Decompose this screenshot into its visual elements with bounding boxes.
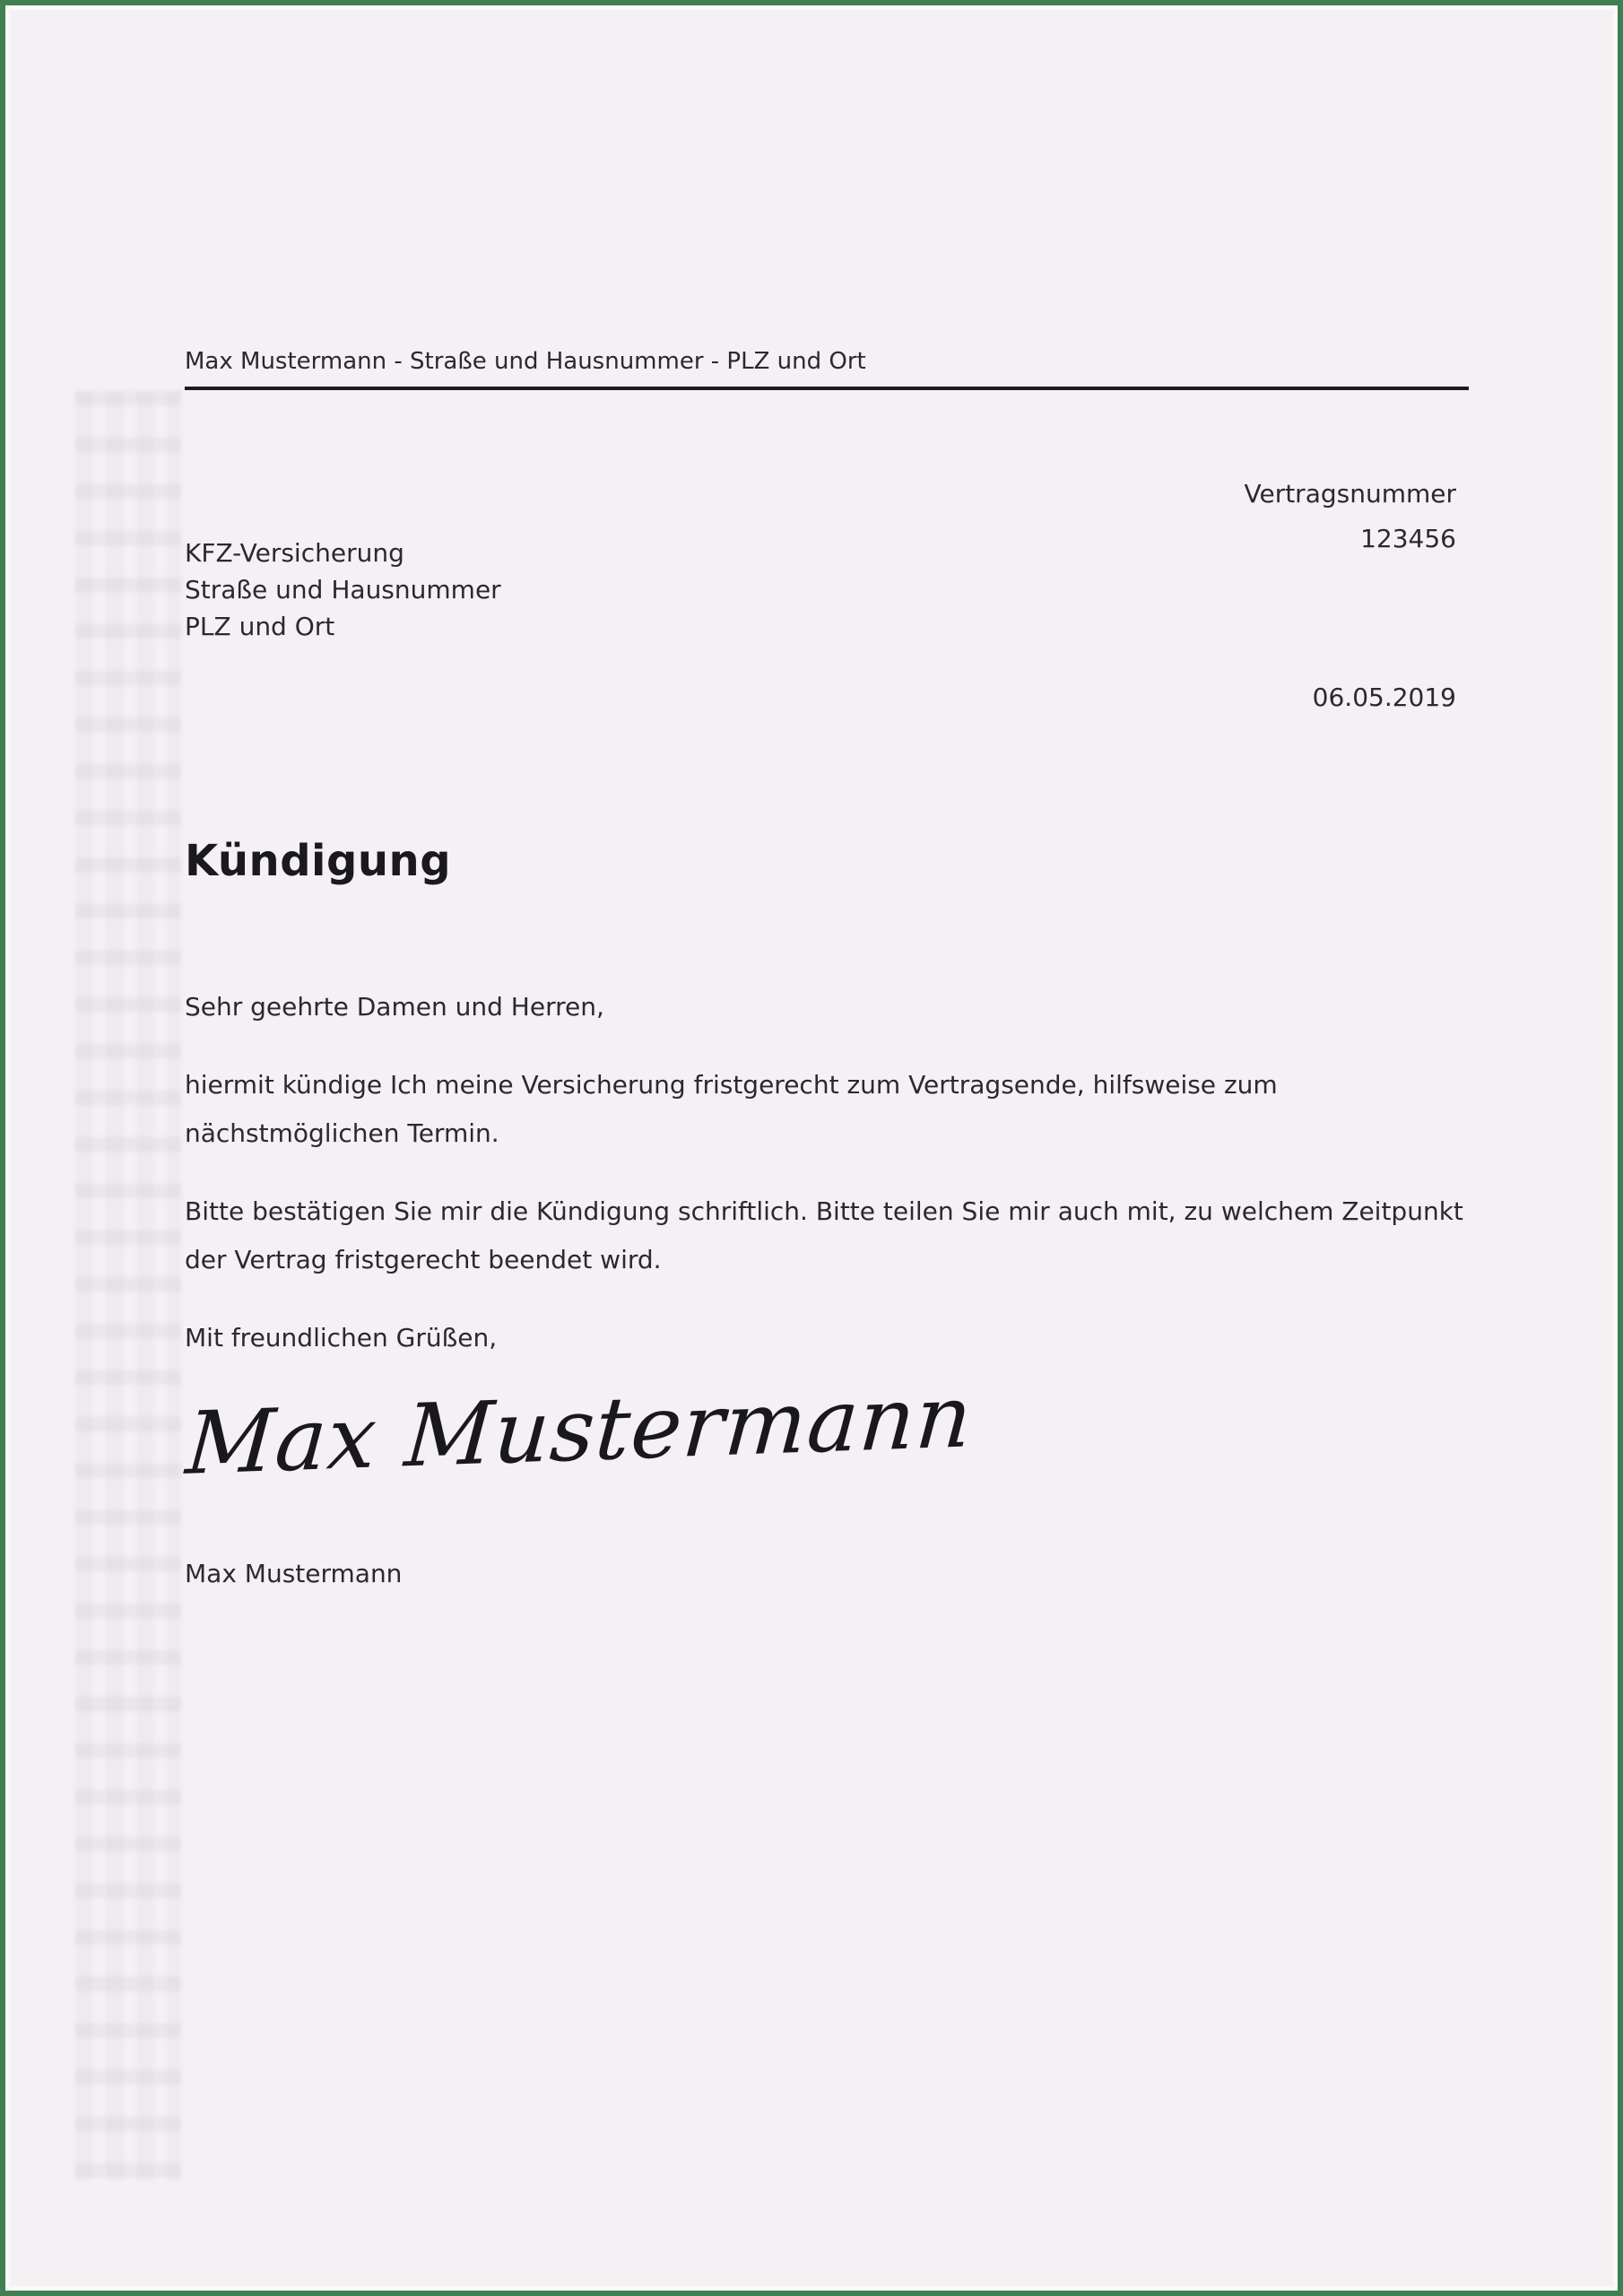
paragraph-termination: hiermit kündige Ich meine Versicherung fristgerecht zum Vertragsende, hilfsweise zum nächstmöglichen Termin. bbox=[185, 1070, 1278, 1148]
watermark-smudges bbox=[75, 391, 181, 2180]
salutation: Sehr geehrte Damen und Herren, bbox=[185, 992, 604, 1022]
paragraph-confirmation-request: Bitte bestätigen Sie mir die Kündigung schriftlich. Bitte teilen Sie mir auch mit, zu welchem Zeitpunkt der Vertrag fristgerecht beendet wird. bbox=[185, 1196, 1463, 1274]
closing-phrase: Mit freundlichen Grüßen, bbox=[185, 1323, 498, 1352]
contract-number-label: Vertragsnummer bbox=[1244, 479, 1456, 509]
recipient-line-street: Straße und Hausnummer bbox=[185, 575, 501, 604]
recipient-address-block bbox=[185, 535, 501, 645]
recipient-line-city: PLZ und Ort bbox=[185, 612, 335, 641]
letter-body bbox=[185, 983, 1474, 1392]
contract-number-value: 123456 bbox=[1360, 524, 1456, 553]
sender-address-line: Max Mustermann - Straße und Hausnummer - PLZ und Ort bbox=[185, 348, 1469, 390]
signer-printed-name: Max Mustermann bbox=[185, 1559, 403, 1588]
letter-heading: Kündigung bbox=[185, 836, 452, 886]
recipient-line-company: KFZ-Versicherung bbox=[185, 538, 404, 568]
handwritten-signature: Max Mustermann bbox=[183, 1366, 976, 1494]
letter-date: 06.05.2019 bbox=[1312, 683, 1456, 712]
